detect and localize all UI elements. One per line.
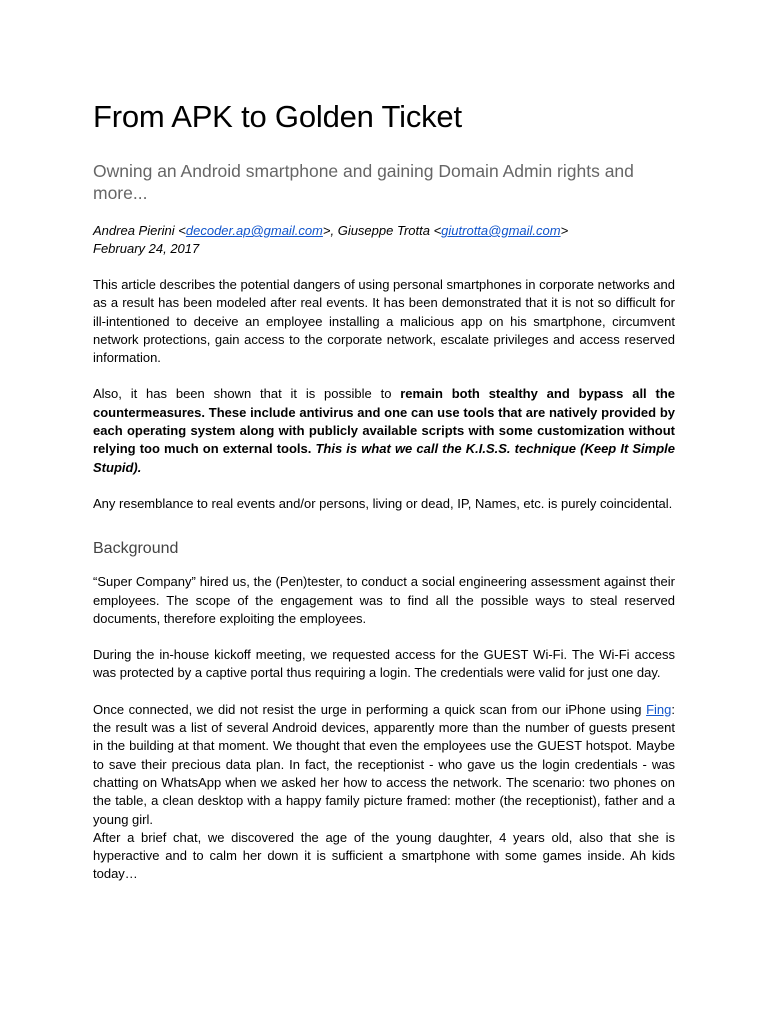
intro-paragraph-1: This article describes the potential dangers of using personal smartphones in corporate networks and as a result has been modeled after real events. It has been demonstrated that it is not so difficult for ill-intentioned to deceive an employee installing a malicious app on his smartphone, circumvent network protections, gain access to the corporate network, escalate privileges and access reserved information. (93, 277, 675, 366)
background-paragraph-1: “Super Company” hired us, the (Pen)tester, to conduct a social engineering assessment against their employees. The scope of the engagement was to find all the possible ways to steal reserved documents, therefore exploiting the employees. (93, 574, 675, 626)
document-title: From APK to Golden Ticket (93, 99, 462, 134)
background-p3-start: Once connected, we did not resist the urge in performing a quick scan from our iPhone using (93, 701, 647, 717)
byline (93, 222, 675, 258)
intro-paragraph-2 (93, 385, 675, 476)
byline-close: > (560, 223, 569, 238)
document-subtitle: Owning an Android smartphone and gaining Domain Admin rights and more... (93, 161, 634, 203)
background-paragraph-2: During the in-house kickoff meeting, we requested access for the GUEST Wi-Fi. The Wi-Fi access was protected by a captive portal thus requiring a login. The credentials were valid for just one day. (93, 647, 675, 681)
author2-email-link[interactable]: giutrotta@gmail.com (441, 223, 561, 238)
background-paragraph-4: After a brief chat, we discovered the age of the young daughter, 4 years old, also that she is hyperactive and to calm her down it is sufficient a smartphone with some games inside. Ah kids today… (93, 829, 675, 882)
fing-link[interactable]: Fing (646, 701, 672, 717)
intro-p2-bold: remain both stealthy and bypass all the countermeasures. These include antivirus and one can use tools that are natively provided by each operating system along with publicly available scripts with some customization without relying too much on external tools. (93, 386, 675, 457)
background-p3-rest: : the result was a list of several Android devices, apparently more than the number of guests present in the building at that moment. We thought that even the employees use the GUEST hotspot. Maybe to save their precious data plan. In fact, the receptionist - who gave us the login credentials - was chatting on WhatsApp when we asked her how to access the network. The scenario: two phones on the table, a clean desktop with a happy family picture framed: mother (the receptionist), father and a young girl. (93, 701, 675, 827)
intro-paragraph-3: Any resemblance to real events and/or persons, living or dead, IP, Names, etc. is purely coincidental. (93, 495, 673, 511)
intro-p2-bold-italic: This is what we call the K.I.S.S. technique (Keep It Simple Stupid). (93, 441, 675, 475)
publication-date: February 24, 2017 (93, 241, 200, 256)
intro-p2-text: Also, it has been shown that it is possible to (93, 386, 401, 402)
byline-separator: >, Giuseppe Trotta < (322, 223, 442, 238)
author1-email-link[interactable]: decoder.ap@gmail.com (185, 223, 323, 238)
background-paragraph-3 (93, 701, 675, 829)
section-heading-background: Background (93, 540, 179, 558)
author1-name: Andrea Pierini < (93, 223, 186, 238)
